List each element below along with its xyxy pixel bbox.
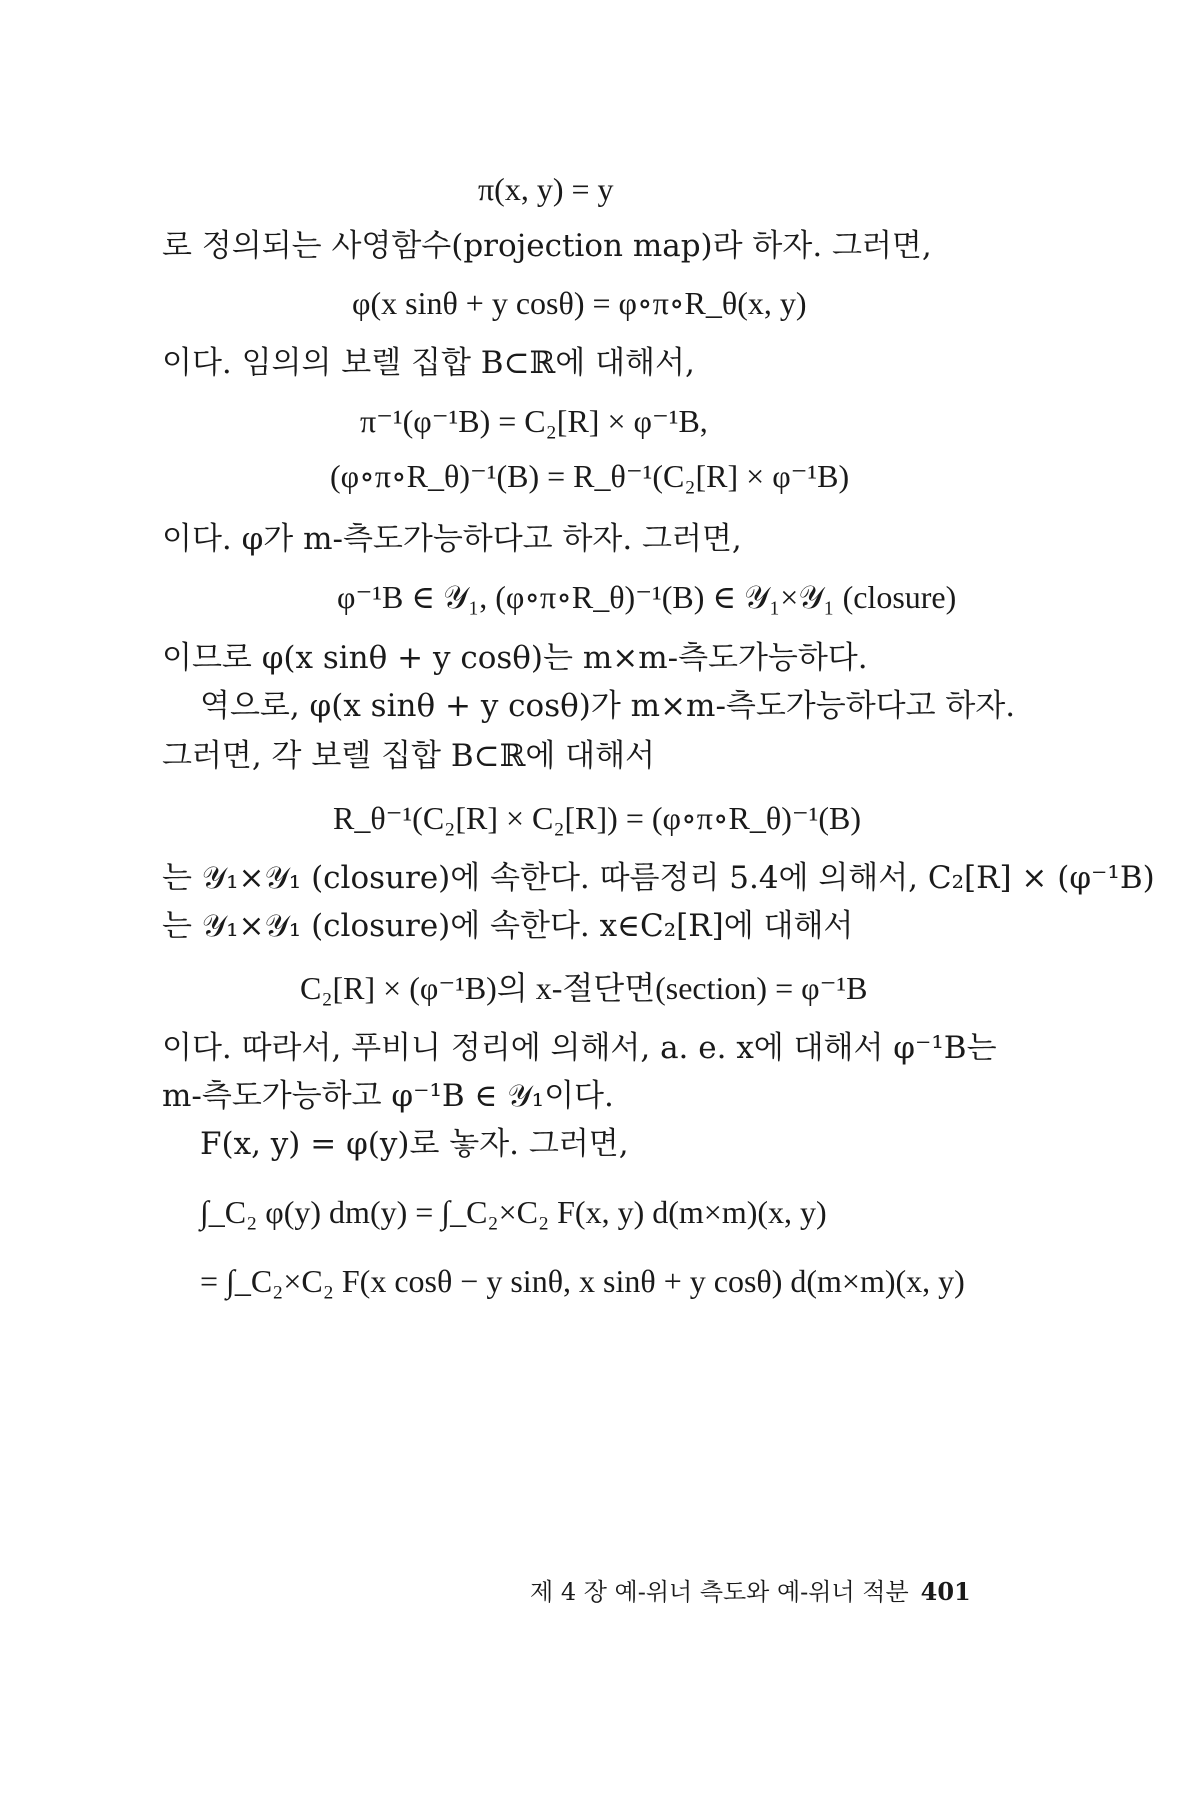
equation-section: C₂[R] × (φ⁻¹B)의 x-절단면(section) = φ⁻¹B — [300, 970, 868, 1006]
text-line: 는 𝒴₁×𝒴₁ (closure)에 속한다. x∈C₂[R]에 대해서 — [162, 908, 854, 944]
text-line: 이다. φ가 m-측도가능하다고 하자. 그러면, — [162, 521, 742, 557]
equation-membership: φ⁻¹B ∈ 𝒴₁, (φ∘π∘R_θ)⁻¹(B) ∈ 𝒴₁×𝒴₁ (closure) — [337, 579, 957, 615]
footer-chapter-title: 제 4 장 예-위너 측도와 예-위너 적분 — [530, 1578, 909, 1606]
text-line: F(x, y) = φ(y)로 놓자. 그러면, — [200, 1126, 629, 1162]
text-line: 이므로 φ(x sinθ + y cosθ)는 m×m-측도가능하다. — [162, 640, 868, 676]
text-line: 는 𝒴₁×𝒴₁ (closure)에 속한다. 따름정리 5.4에 의해서, C₂[R] × (φ⁻¹B) — [162, 860, 1155, 896]
text-line: 로 정의되는 사영함수(projection map)라 하자. 그러면, — [162, 228, 932, 264]
equation-preimage-1: π⁻¹(φ⁻¹B) = C₂[R] × φ⁻¹B, — [360, 403, 708, 439]
text-line: 이다. 따라서, 푸비니 정리에 의해서, a. e. x에 대해서 φ⁻¹B는 — [162, 1030, 997, 1066]
text-line: 역으로, φ(x sinθ + y cosθ)가 m×m-측도가능하다고 하자. — [200, 688, 1016, 724]
text-line: 이다. 임의의 보렐 집합 B⊂ℝ에 대해서, — [162, 345, 695, 381]
page-number: 401 — [920, 1577, 971, 1606]
equation-projection: π(x, y) = y — [478, 171, 614, 207]
equation-rotation-preimage: R_θ⁻¹(C₂[R] × C₂[R]) = (φ∘π∘R_θ)⁻¹(B) — [333, 800, 861, 836]
text-line: m-측도가능하고 φ⁻¹B ∈ 𝒴₁이다. — [162, 1078, 614, 1114]
equation-preimage-2: (φ∘π∘R_θ)⁻¹(B) = R_θ⁻¹(C₂[R] × φ⁻¹B) — [330, 458, 850, 494]
equation-integral-2: = ∫_C₂×C₂ F(x cosθ − y sinθ, x sinθ + y cosθ) d(m×m)(x, y) — [200, 1263, 965, 1299]
page-footer — [530, 1576, 971, 1608]
equation-composition: φ(x sinθ + y cosθ) = φ∘π∘R_θ(x, y) — [352, 285, 807, 321]
text-line: 그러면, 각 보렐 집합 B⊂ℝ에 대해서 — [162, 738, 655, 774]
equation-integral-1: ∫_C₂ φ(y) dm(y) = ∫_C₂×C₂ F(x, y) d(m×m)(x, y) — [200, 1194, 827, 1230]
